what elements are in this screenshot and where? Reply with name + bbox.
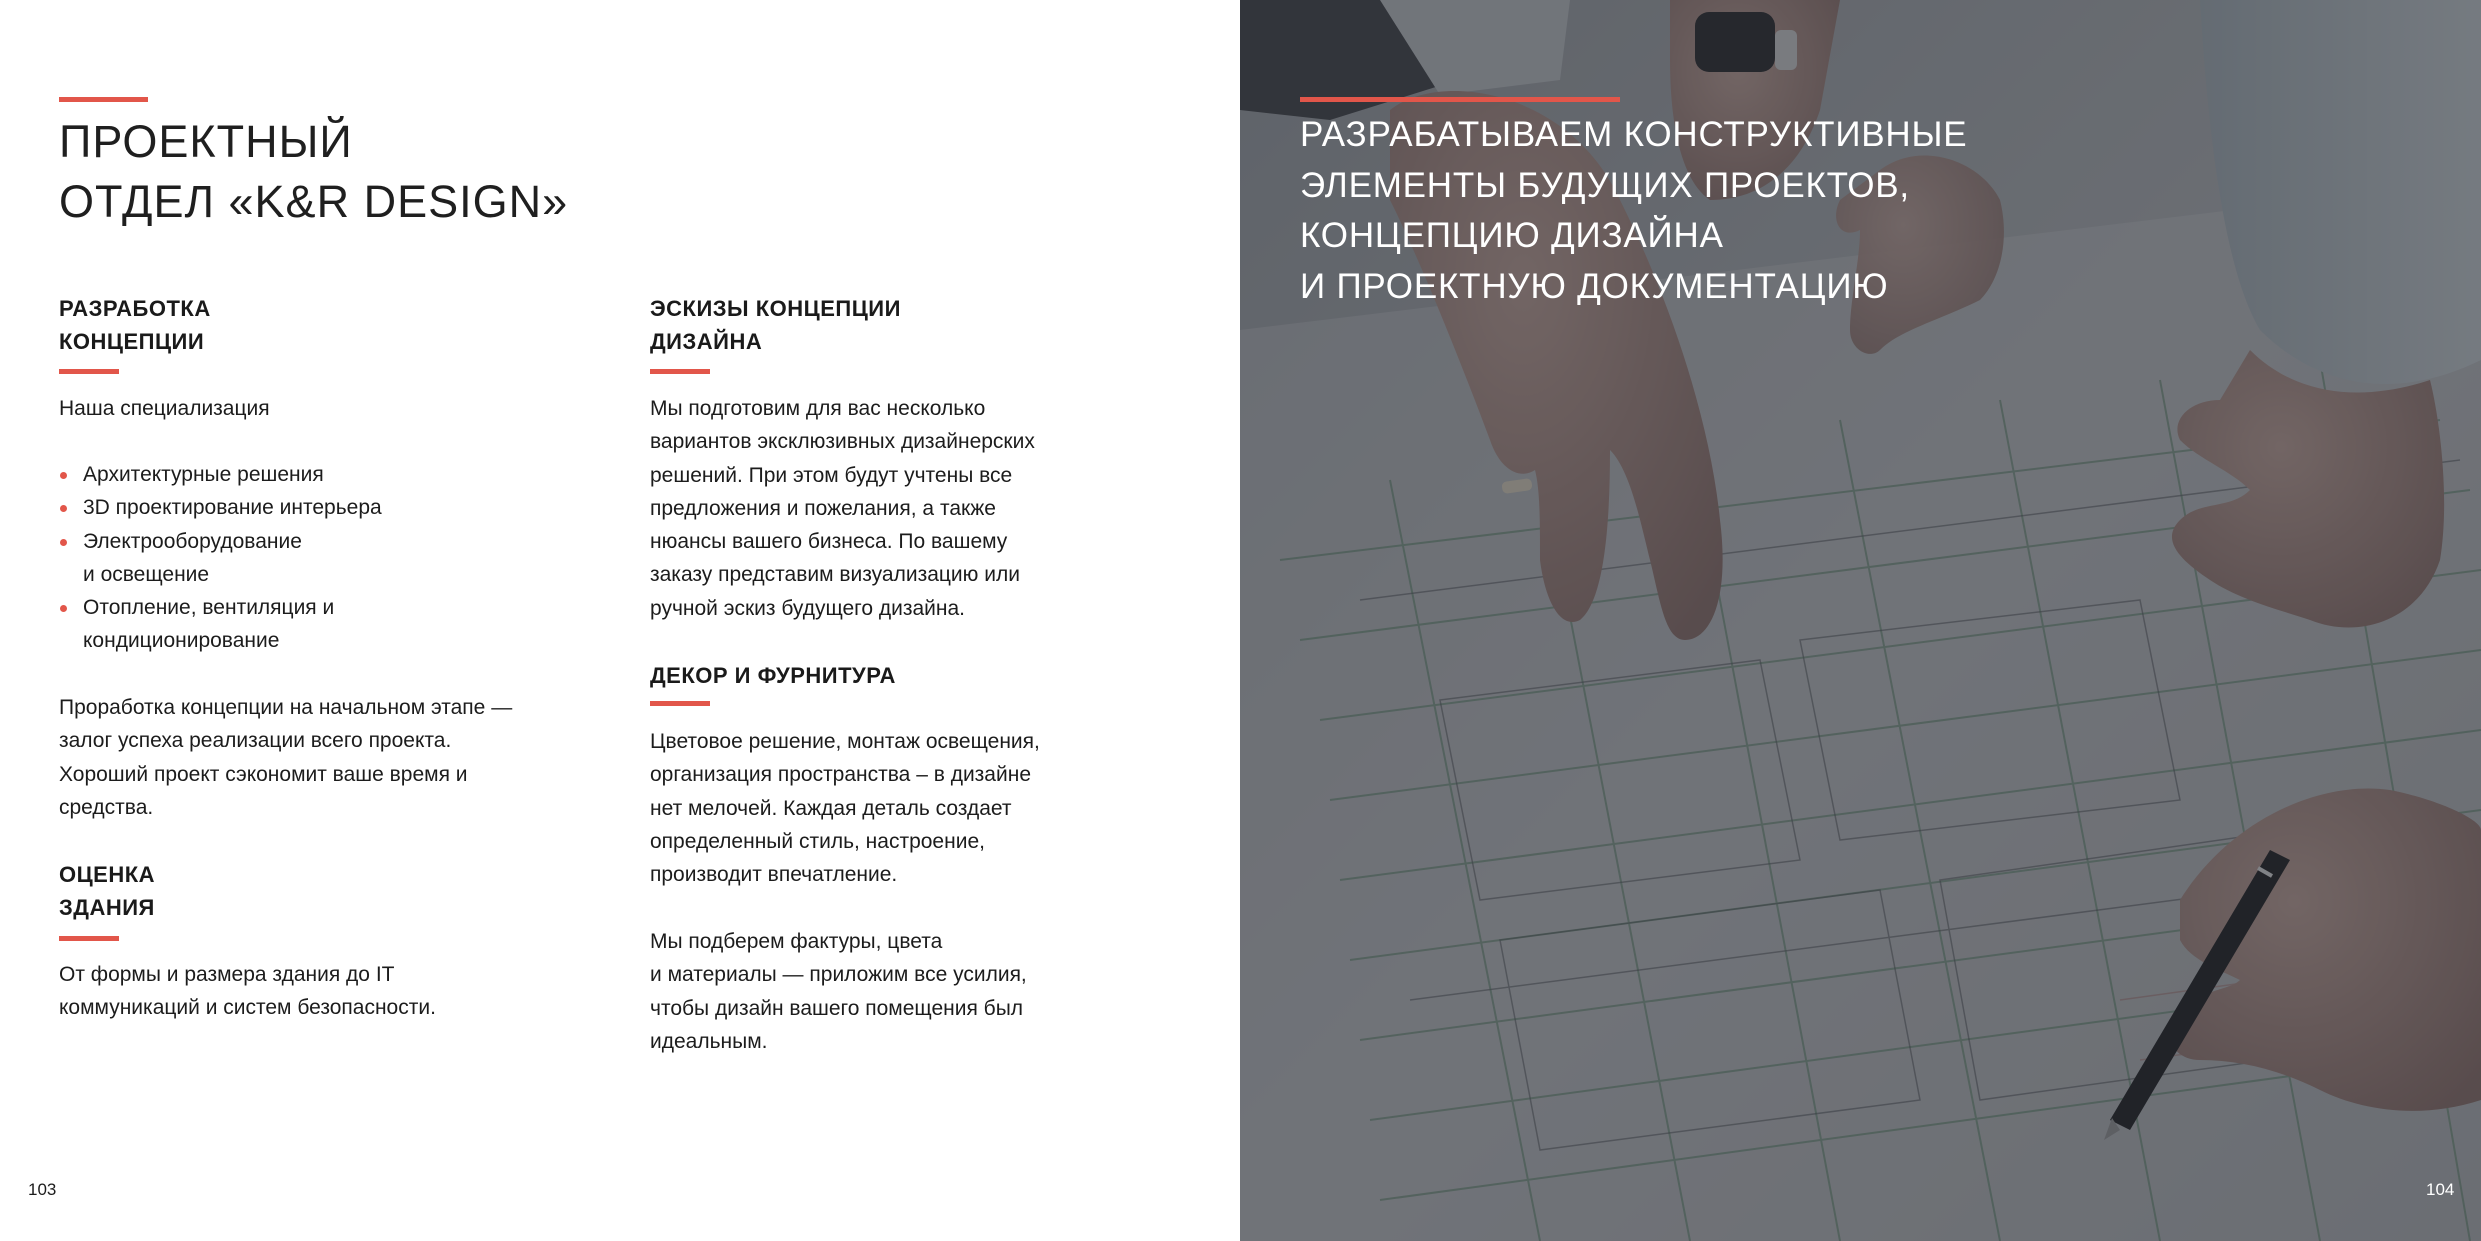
concept-paragraph-line: залог успеха реализации всего проекта.: [59, 729, 452, 753]
decor-paragraph-line: нет мелочей. Каждая деталь создает: [650, 796, 1012, 820]
list-item-text: кондиционирование: [83, 629, 280, 653]
sketches-heading: [650, 292, 901, 358]
decor-paragraph-line: и материалы — приложим все усилия,: [650, 963, 1027, 987]
decor-heading: [650, 659, 896, 692]
decor-paragraph-line: Цветовое решение, монтаж освещения,: [650, 730, 1040, 753]
decor-paragraph-1: [650, 725, 1040, 891]
list-item: [59, 591, 382, 658]
concept-paragraph-line: средства.: [59, 795, 154, 819]
right-page-heading: [1300, 110, 1967, 312]
right-heading-line: ЭЛЕМЕНТЫ БУДУЩИХ ПРОЕКТОВ,: [1300, 165, 1910, 205]
decor-paragraph-line: Мы подберем фактуры, цвета: [650, 930, 943, 953]
concept-paragraph-line: Хороший проект сэкономит ваше время и: [59, 762, 468, 786]
concept-heading: [59, 292, 211, 358]
specialization-list: [59, 458, 382, 658]
right-heading-line: РАЗРАБАТЫВАЕМ КОНСТРУКТИВНЫЕ: [1300, 115, 1968, 154]
bullet-dot: [60, 605, 67, 612]
right-accent-line: [1300, 97, 1620, 102]
list-item-text: 3D проектирование интерьера: [83, 496, 382, 520]
assessment-paragraph: [59, 958, 436, 1025]
sketches-paragraph-line: нюансы вашего бизнеса. По вашему: [650, 530, 1008, 554]
list-item-text: Отопление, вентиляция и: [83, 596, 335, 620]
assessment-paragraph-line: коммуникаций и систем безопасности.: [59, 996, 436, 1020]
decor-paragraph-line: производит впечатление.: [650, 863, 898, 887]
right-heading-line: КОНЦЕПЦИЮ ДИЗАЙНА: [1300, 216, 1724, 255]
sketches-paragraph-line: ручной эскиз будущего дизайна.: [650, 596, 966, 620]
left-page: [0, 0, 1240, 1241]
list-item: [59, 491, 382, 524]
decor-paragraph-line: идеальным.: [650, 1029, 768, 1053]
assessment-paragraph-line: От формы и размера здания до IT: [59, 963, 395, 986]
sketches-paragraph-line: заказу представим визуализацию или: [650, 563, 1020, 587]
title-accent-line: [59, 97, 148, 102]
sketches-heading-line: ДИЗАЙНА: [650, 329, 763, 354]
right-page: [1240, 0, 2481, 1241]
decor-paragraph-line: определенный стиль, настроение,: [650, 829, 985, 853]
page-number-left: 103: [28, 1180, 57, 1199]
sketches-paragraph-line: решений. При этом будут учтены все: [650, 463, 1013, 487]
list-item-text: и освещение: [83, 562, 210, 586]
concept-heading-line: РАЗРАБОТКА: [59, 296, 211, 321]
sketches-accent-line: [650, 369, 710, 374]
page-title: [59, 112, 568, 232]
assessment-heading: [59, 858, 155, 924]
assessment-heading-line: ОЦЕНКА: [59, 862, 156, 887]
sketches-paragraph-line: Мы подготовим для вас несколько: [650, 397, 986, 420]
bullet-dot: [60, 472, 67, 479]
decor-heading-line: ДЕКОР И ФУРНИТУРА: [650, 663, 896, 688]
decor-paragraph-2: [650, 925, 1027, 1058]
assessment-heading-line: ЗДАНИЯ: [59, 895, 155, 920]
concept-intro: Наша специализация: [59, 397, 270, 420]
sketches-paragraph-line: предложения и пожелания, а также: [650, 496, 996, 520]
sketches-heading-line: ЭСКИЗЫ КОНЦЕПЦИИ: [650, 296, 901, 321]
list-item-text: Электрооборудование: [83, 529, 302, 553]
concept-accent-line: [59, 369, 119, 374]
list-item: [59, 525, 382, 592]
concept-heading-line: КОНЦЕПЦИИ: [59, 329, 205, 354]
bullet-dot: [60, 505, 67, 512]
list-item-text: Архитектурные решения: [83, 463, 324, 486]
assessment-accent-line: [59, 936, 119, 941]
right-heading-line: И ПРОЕКТНУЮ ДОКУМЕНТАЦИЮ: [1300, 266, 1889, 306]
page-title-line: ОТДЕЛ «K&R DESIGN»: [59, 176, 569, 227]
page-number-right: 104: [2426, 1180, 2455, 1199]
sketches-paragraph-line: вариантов эксклюзивных дизайнерских: [650, 430, 1035, 454]
list-item: [59, 458, 382, 491]
decor-paragraph-line: чтобы дизайн вашего помещения был: [650, 996, 1024, 1020]
bullet-dot: [60, 539, 67, 546]
sketches-paragraph: [650, 392, 1035, 625]
decor-accent-line: [650, 701, 710, 706]
decor-paragraph-line: организация пространства – в дизайне: [650, 763, 1031, 787]
page-title-line: ПРОЕКТНЫЙ: [59, 116, 353, 167]
concept-paragraph-line: Проработка концепции на начальном этапе —: [59, 696, 513, 719]
concept-paragraph: [59, 691, 512, 824]
